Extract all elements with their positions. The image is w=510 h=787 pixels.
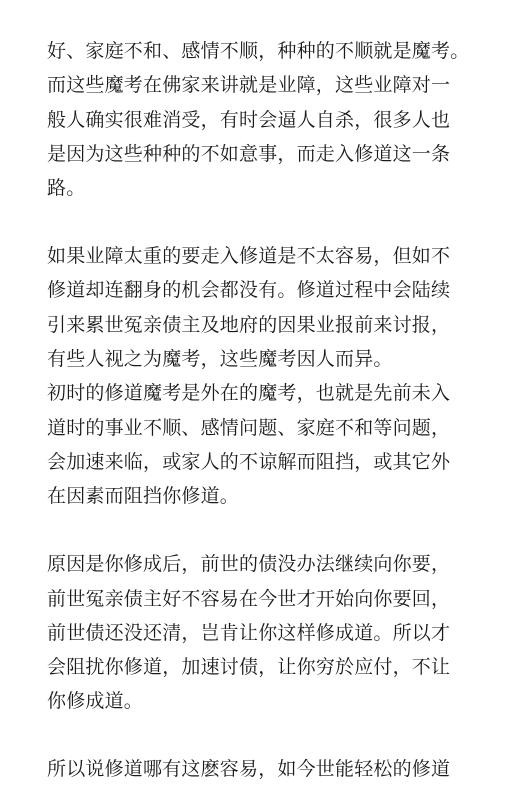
text-line: 前世冤亲债主好不容易在今世才开始向你要回，	[47, 587, 451, 610]
paragraph-2	[47, 239, 467, 513]
paragraph-gap	[47, 514, 467, 548]
text-line: 好、家庭不和、感情不顺，种种的不顺就是魔考。	[47, 40, 470, 62]
text-line: 如果业障太重的要走入修道是不太容易，但如不	[47, 245, 451, 268]
text-line: 是因为这些种种的不如意事，而走入修道这一条	[47, 142, 451, 165]
text-line: 而这些魔考在佛家来讲就是业障，这些业障对一	[47, 74, 451, 97]
text-line: 道时的事业不顺、感情问题、家庭不和等问题，	[47, 416, 451, 439]
paragraph-gap	[47, 205, 467, 239]
paragraph-4	[47, 752, 467, 786]
paragraph-3	[47, 547, 467, 718]
text-line: 修道却连翻身的机会都没有。修道过程中会陆续	[47, 279, 451, 302]
paragraph-gap	[47, 719, 467, 753]
text-line: 你修成道。	[47, 690, 144, 713]
text-line: 会加速来临，或家人的不谅解而阻挡，或其它外	[47, 450, 451, 473]
text-line: 路。	[47, 177, 86, 200]
text-line: 引来累世冤亲债主及地府的因果业报前来讨报，	[47, 313, 451, 336]
text-line: 原因是你修成后，前世的债没办法继续向你要，	[47, 553, 451, 576]
text-line: 在因素而阻挡你修道。	[47, 485, 240, 508]
text-line: 会阻扰你修道，加速讨债，让你穷於应付，不让	[47, 656, 451, 679]
article-body	[47, 34, 470, 787]
text-line: 所以说修道哪有这麽容易，如今世能轻松的修道	[47, 758, 451, 781]
text-line: 前世债还没还清，岂肯让你这样修成道。所以才	[47, 621, 451, 644]
paragraph-1	[47, 34, 470, 205]
text-line: 初时的修道魔考是外在的魔考，也就是先前未入	[47, 382, 451, 405]
text-line: 般人确实很难消受，有时会逼人自杀，很多人也	[47, 108, 451, 131]
text-line: 有些人视之为魔考，这些魔考因人而异。	[47, 348, 393, 371]
